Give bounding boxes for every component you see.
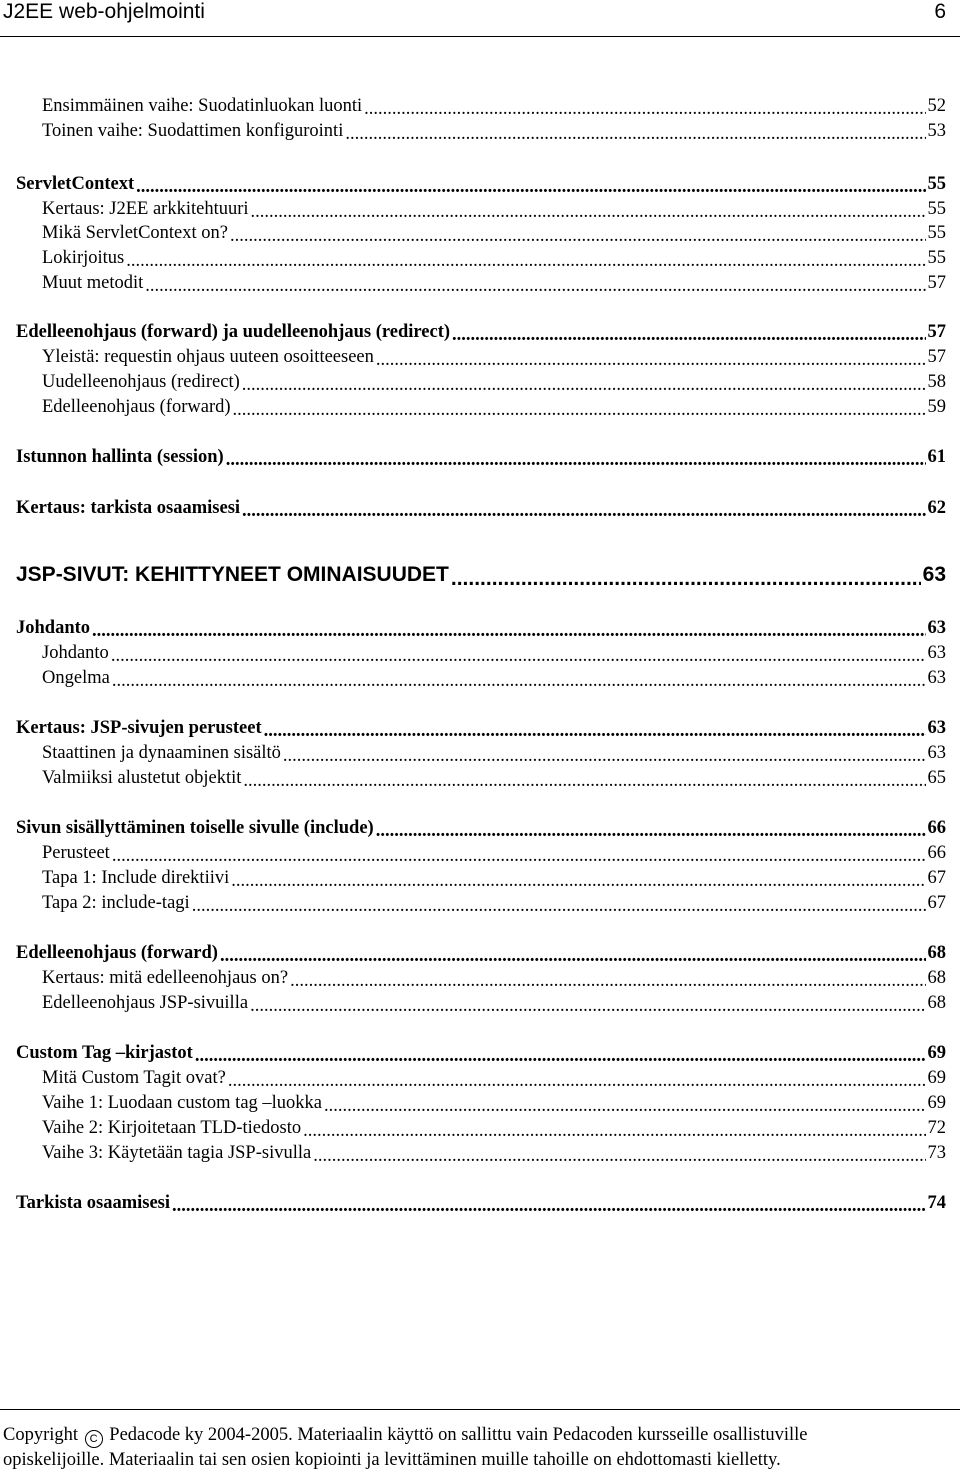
toc-entry-page: 55 [927, 199, 946, 219]
toc-entry-page: 61 [927, 447, 946, 467]
toc-entry[interactable] [42, 269, 946, 294]
toc-entry[interactable] [42, 989, 946, 1014]
toc-entry[interactable] [42, 117, 946, 142]
toc-entry-title: Vaihe 2: Kirjoitetaan TLD-tiedosto [42, 1118, 302, 1138]
toc-entry-page: 53 [927, 121, 946, 141]
toc-entry[interactable] [42, 1114, 946, 1139]
toc-entry[interactable] [42, 889, 946, 914]
toc-entry-page: 62 [927, 498, 946, 518]
toc-entry[interactable] [42, 393, 946, 418]
toc-leader-dots [242, 500, 925, 519]
toc-entry-title: Ongelma [42, 668, 110, 688]
toc-entry-page: 63 [927, 618, 946, 638]
toc-leader-dots [231, 870, 925, 889]
toc-leader-dots [145, 275, 925, 294]
toc-entry[interactable] [42, 92, 946, 117]
toc-leader-dots [283, 745, 926, 764]
toc-entry[interactable] [42, 764, 946, 789]
toc-entry-title: Johdanto [42, 643, 109, 663]
toc-entry-title: Edelleenohjaus (forward) [16, 943, 218, 963]
toc-entry-page: 58 [927, 372, 946, 392]
toc-entry[interactable] [16, 614, 946, 639]
toc-entry-title: Vaihe 3: Käytetään tagia JSP-sivulla [42, 1143, 312, 1163]
toc-entry-title: Lokirjoitus [42, 248, 125, 268]
toc-leader-dots [303, 1120, 925, 1139]
toc-entry-title: Toinen vaihe: Suodattimen konfigurointi [42, 121, 344, 141]
toc-entry-page: 55 [927, 174, 946, 194]
toc-entry-title: Kertaus: tarkista osaamisesi [16, 498, 241, 518]
footer-line-2: opiskelijoille. Materiaalin tai sen osien kopiointi ja levittäminen muille tahoille on ehdottomasti kielletty. [3, 1450, 781, 1470]
toc-entry-page: 55 [927, 223, 946, 243]
toc-entry[interactable] [42, 664, 946, 689]
toc-leader-dots [364, 98, 925, 117]
toc-entry-page: 68 [927, 968, 946, 988]
toc-entry[interactable] [16, 939, 946, 964]
toc-leader-dots [452, 324, 925, 343]
toc-leader-dots [195, 1045, 926, 1064]
toc-entry[interactable] [16, 814, 946, 839]
toc-entry[interactable] [42, 964, 946, 989]
toc-leader-dots [250, 995, 925, 1014]
toc-entry-page: 69 [927, 1043, 946, 1063]
toc-entry-page: 63 [927, 668, 946, 688]
toc-entry-page: 73 [927, 1143, 946, 1163]
toc-entry-title: Tapa 1: Include direktiivi [42, 868, 230, 888]
toc-entry-title: Ensimmäinen vaihe: Suodatinluokan luonti [42, 96, 363, 116]
toc-leader-dots [111, 645, 926, 664]
toc-entry-title: Edelleenohjaus (forward) ja uudelleenohjaus (redirect) [16, 322, 451, 342]
toc-leader-dots [251, 201, 926, 220]
toc-entry-page: 57 [927, 347, 946, 367]
toc-entry[interactable] [42, 739, 946, 764]
toc-leader-dots [172, 1195, 925, 1214]
toc-entry-page: 67 [927, 868, 946, 888]
toc-entry-page: 66 [927, 818, 946, 838]
toc-entry[interactable] [16, 443, 946, 468]
toc-entry-title: Edelleenohjaus (forward) [42, 397, 231, 417]
toc-leader-dots [126, 250, 925, 269]
toc-entry-page: 67 [927, 893, 946, 913]
toc-entry[interactable] [42, 1064, 946, 1089]
toc-entry-page: 63 [927, 643, 946, 663]
footer-line-1 [0, 1423, 960, 1448]
toc-entry-title: Tarkista osaamisesi [16, 1193, 171, 1213]
toc-entry-page: 63 [927, 718, 946, 738]
copyright-label: Copyright [3, 1425, 79, 1445]
toc-entry-title: Custom Tag –kirjastot [16, 1043, 193, 1063]
toc-leader-dots [136, 176, 925, 195]
toc-entry-page: 59 [927, 397, 946, 417]
toc-entry[interactable] [16, 494, 946, 519]
toc-entry-page: 57 [927, 322, 946, 342]
toc-entry-page: 69 [927, 1093, 946, 1113]
toc-entry-title: Valmiiksi alustetut objektit [42, 768, 242, 788]
toc-leader-dots [112, 845, 926, 864]
toc-leader-dots [376, 349, 926, 368]
page-footer [0, 1409, 960, 1473]
page-header [0, 0, 960, 37]
toc-entry-page: 72 [927, 1118, 946, 1138]
toc-leader-dots [220, 945, 926, 964]
toc-entry[interactable] [42, 244, 946, 269]
toc-entry[interactable] [42, 839, 946, 864]
toc-entry-title: Kertaus: JSP-sivujen perusteet [16, 718, 262, 738]
toc-entry-title: Johdanto [16, 618, 91, 638]
toc-entry-title: ServletContext [16, 174, 135, 194]
toc-entry-title: Edelleenohjaus JSP-sivuilla [42, 993, 249, 1013]
toc-entry-title: Vaihe 1: Luodaan custom tag –luokka [42, 1093, 323, 1113]
toc-entry-title: Muut metodit [42, 273, 144, 293]
toc-entry[interactable] [42, 219, 946, 244]
toc-entry-title: Istunnon hallinta (session) [16, 447, 224, 467]
toc-entry-title: Staattinen ja dynaaminen sisältö [42, 743, 281, 763]
toc-leader-dots [112, 670, 926, 689]
toc-entry[interactable] [16, 560, 946, 588]
toc-entry-page: 69 [927, 1068, 946, 1088]
toc-entry-page: 63 [922, 563, 946, 586]
toc-entry[interactable] [42, 1139, 946, 1164]
toc-entry[interactable] [16, 714, 946, 739]
toc-leader-dots [451, 566, 921, 587]
toc-entry-title: Uudelleenohjaus (redirect) [42, 372, 240, 392]
toc-entry-title: Mitä Custom Tagit ovat? [42, 1068, 226, 1088]
toc-entry-page: 68 [927, 993, 946, 1013]
toc-leader-dots [92, 620, 925, 639]
toc-leader-dots [230, 225, 926, 244]
page-number: 6 [934, 0, 946, 23]
toc-leader-dots [226, 449, 926, 468]
toc-leader-dots [233, 399, 926, 418]
toc-entry[interactable] [42, 864, 946, 889]
toc-entry-title: Perusteet [42, 843, 110, 863]
toc-entry-page: 68 [927, 943, 946, 963]
toc-leader-dots [243, 770, 925, 789]
toc-entry-page: 55 [927, 248, 946, 268]
toc-entry-page: 57 [927, 273, 946, 293]
toc-leader-dots [313, 1145, 925, 1164]
toc-leader-dots [324, 1095, 925, 1114]
toc-entry[interactable] [16, 1039, 946, 1064]
toc-entry-page: 63 [927, 743, 946, 763]
toc-entry-page: 74 [927, 1193, 946, 1213]
toc-entry-title: Kertaus: mitä edelleenohjaus on? [42, 968, 289, 988]
toc-leader-dots [192, 895, 926, 914]
toc-entry[interactable] [42, 1089, 946, 1114]
toc-entry[interactable] [16, 1189, 946, 1214]
toc-entry-title: Mikä ServletContext on? [42, 223, 228, 243]
toc-leader-dots [264, 720, 926, 739]
toc-entry[interactable] [16, 170, 946, 195]
toc-entry-title: Kertaus: J2EE arkkitehtuuri [42, 199, 249, 219]
toc-leader-dots [290, 970, 925, 989]
toc-entry[interactable] [16, 318, 946, 343]
toc-leader-dots [228, 1070, 926, 1089]
toc-leader-dots [376, 820, 926, 839]
toc-entry-page: 65 [927, 768, 946, 788]
toc-entry-title: Sivun sisällyttäminen toiselle sivulle (include) [16, 818, 374, 838]
toc-entry-page: 52 [927, 96, 946, 116]
document-title: J2EE web-ohjelmointi [3, 0, 205, 23]
toc-leader-dots [345, 123, 925, 142]
toc-entry[interactable] [42, 343, 946, 368]
copyright-text: Pedacode ky 2004-2005. Materiaalin käyttö on sallittu vain Pedacoden kursseille osallistuville [109, 1425, 808, 1445]
toc-entry-title: JSP-SIVUT: KEHITTYNEET OMINAISUUDET [16, 563, 449, 586]
toc-entry[interactable] [42, 368, 946, 393]
toc-entry-title: Yleistä: requestin ohjaus uuteen osoitteeseen [42, 347, 374, 367]
copyright-icon: C [85, 1430, 103, 1448]
toc-entry-page: 66 [927, 843, 946, 863]
toc-entry-title: Tapa 2: include-tagi [42, 893, 190, 913]
toc-leader-dots [242, 374, 926, 393]
toc-entry[interactable] [42, 195, 946, 220]
toc-entry[interactable] [42, 639, 946, 664]
